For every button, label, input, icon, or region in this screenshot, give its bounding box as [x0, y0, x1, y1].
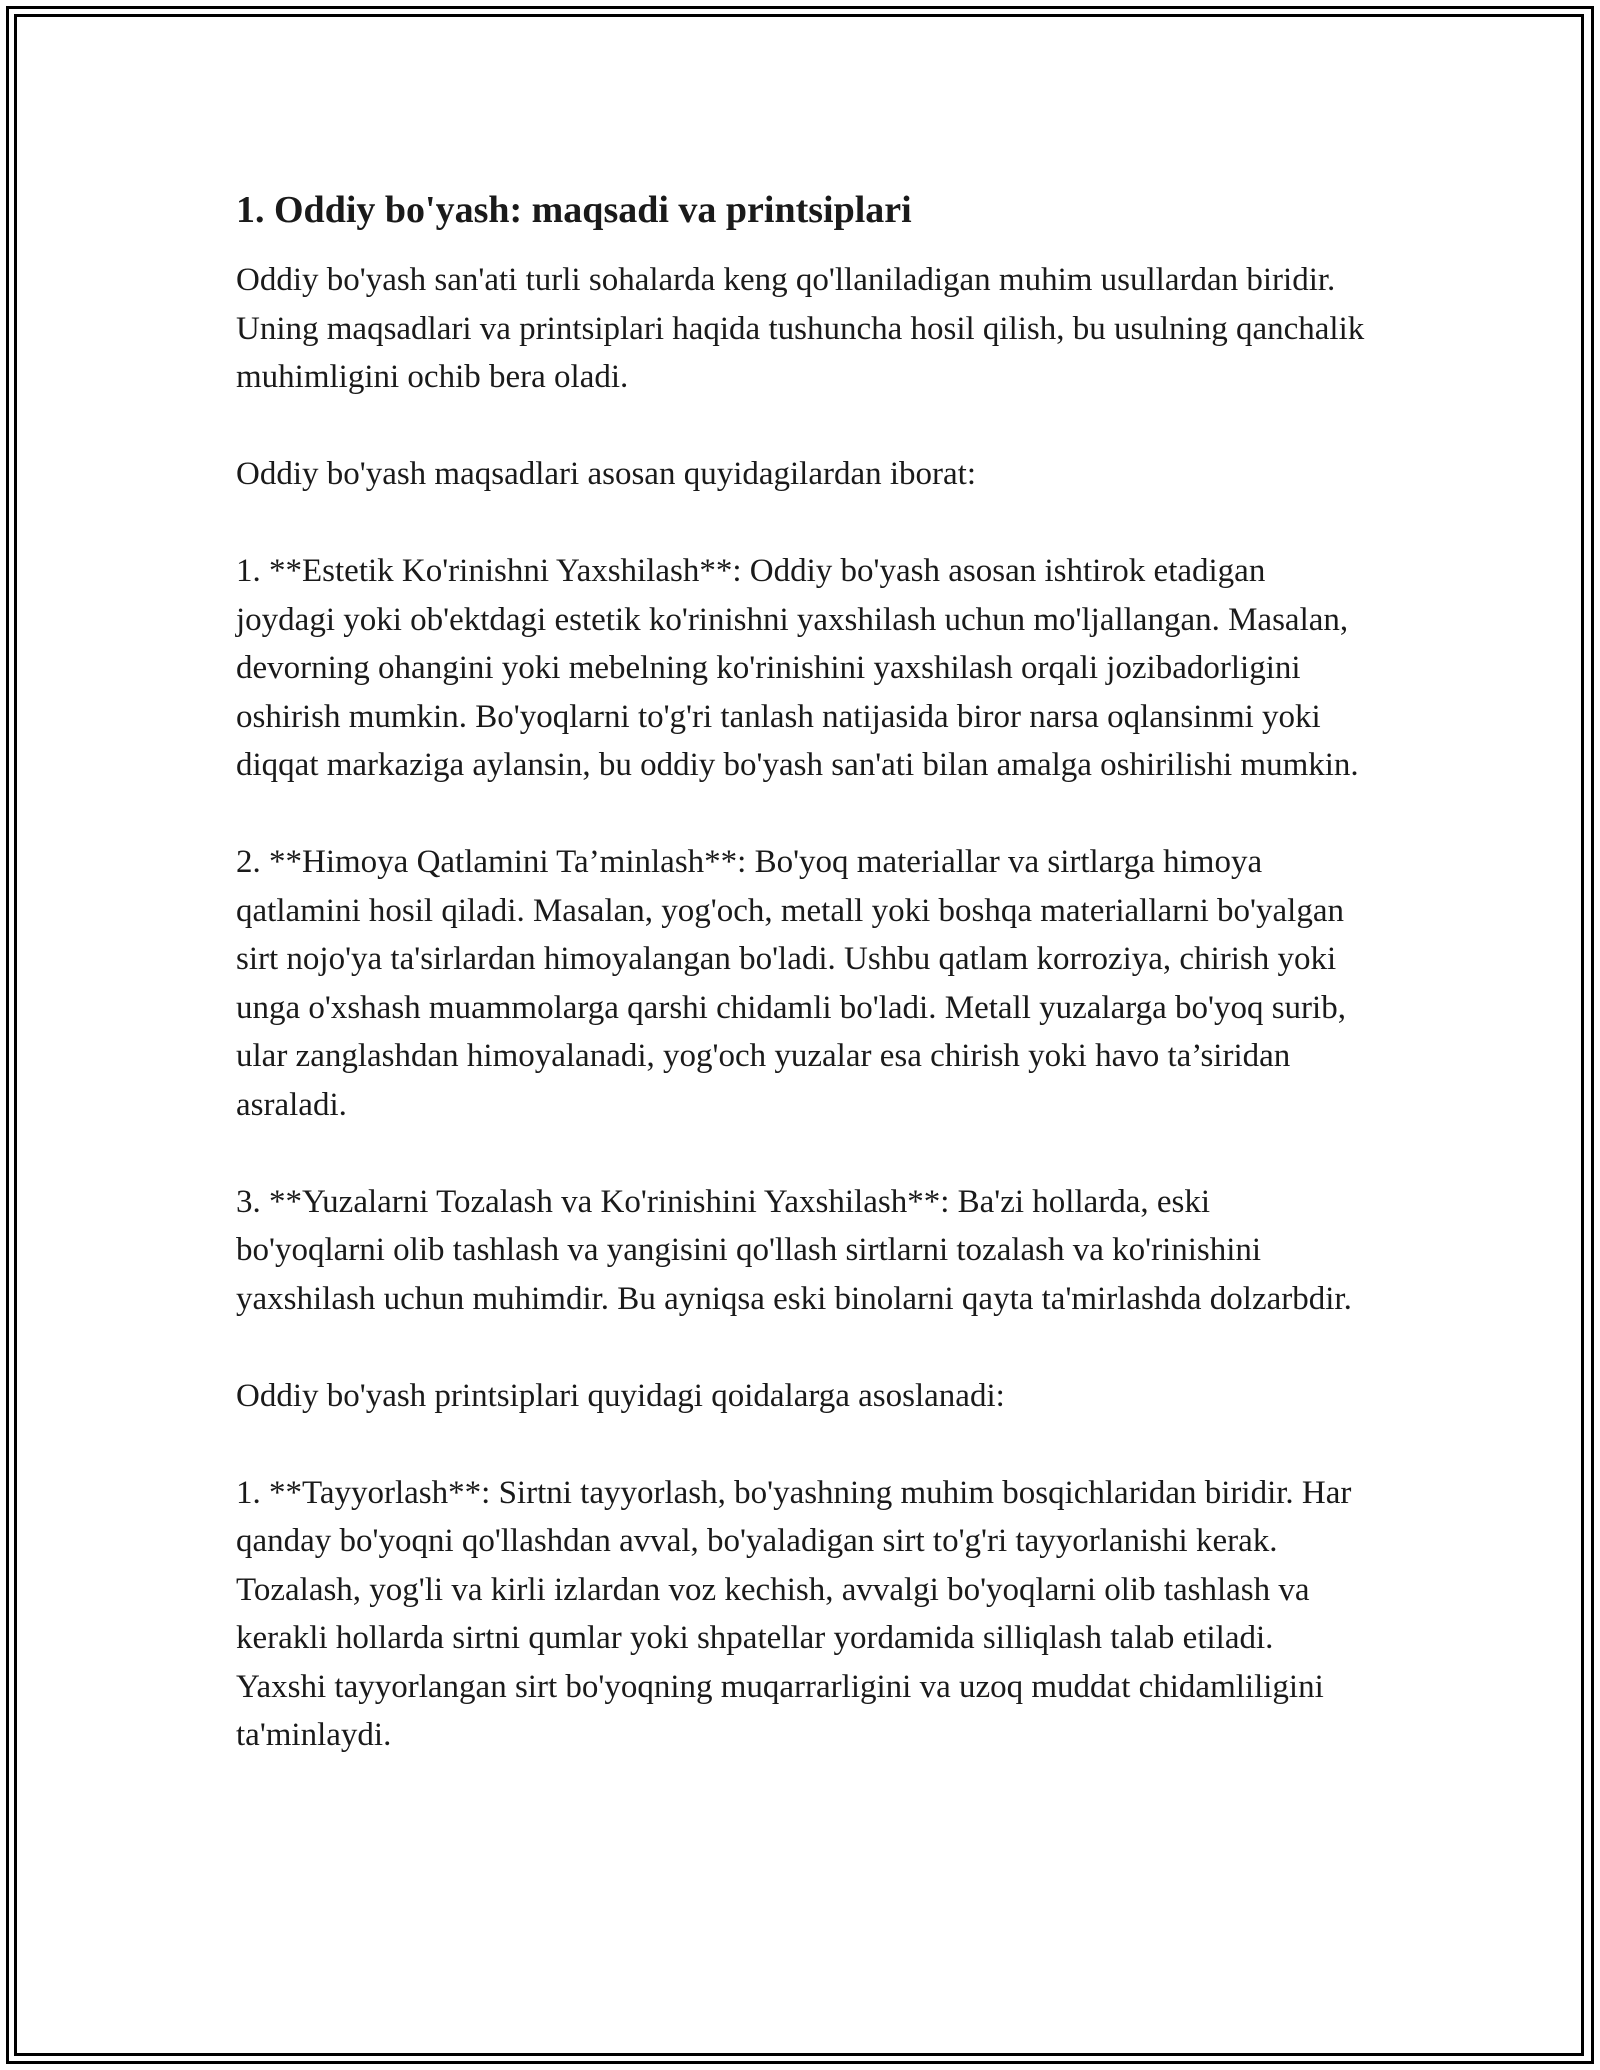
goals-lead-paragraph: Oddiy bo'yash maqsadlari asosan quyidagilardan iborat:	[236, 456, 977, 492]
principle-item-1: 1. **Tayyorlash**: Sirtni tayyorlash, bo'yashning muhim bosqichlaridan biridir. Har qanday bo'yoqni qo'llashdan avval, bo'yaladigan sirt to'g'ri tayyorlanishi kerak. Tozalash, yog'li va kirli izlardan voz kechish, avvalgi bo'yoqlarni olib tashlash va kerakli hollarda sirtni qumlar yoki shpatellar yordamida silliqlash talab etiladi. Yaxshi tayyorlangan sirt bo'yoqning muqarrarligini va uzoq muddat chidamliligini ta'minlaydi.	[236, 1474, 1352, 1753]
document-title: 1. Oddiy bo'yash: maqsadi va printsiplari	[236, 189, 912, 231]
goal-item-1: 1. **Estetik Ko'rinishni Yaxshilash**: Oddiy bo'yash asosan ishtirok etadigan joydagi yoki ob'ektdagi estetik ko'rinishni yaxshilash uchun mo'ljallangan. Masalan, devorning ohangini yoki mebelning ko'rinishini yaxshilash orqali jozibadorligini oshirish mumkin. Bo'yoqlarni to'g'ri tanlash natijasida biror narsa oqlansinmi yoki diqqat markaziga aylansin, bu oddiy bo'yash san'ati bilan amalga oshirilishi mumkin.	[236, 553, 1359, 783]
goal-item-2: 2. **Himoya Qatlamini Ta’minlash**: Bo'yoq materiallar va sirtlarga himoya qatlamini hosil qiladi. Masalan, yog'och, metall yoki boshqa materiallarni bo'yalgan sirt nojo'ya ta'sirlardan himoyalangan bo'ladi. Ushbu qatlam korroziya, chirish yoki unga o'xshash muammolarga qarshi chidamli bo'ladi. Metall yuzalarga bo'yoq surib, ular zanglashdan himoyalanadi, yog'och yuzalar esa chirish yoki havo ta’siridan asraladi.	[236, 844, 1346, 1123]
principles-lead-paragraph: Oddiy bo'yash printsiplari quyidagi qoidalarga asoslanadi:	[236, 1377, 1005, 1414]
goal-item-3: 3. **Yuzalarni Tozalash va Ko'rinishini Yaxshilash**: Ba'zi hollarda, eski bo'yoqlarni olib tashlash va yangisini qo'llash sirtlarni tozalash va ko'rinishini yaxshilash uchun muhimdir. Bu ayniqsa eski binolarni qayta ta'mirlashda dolzarbdir.	[236, 1183, 1352, 1317]
intro-paragraph: Oddiy bo'yash san'ati turli sohalarda keng qo'llaniladigan muhim usullardan biridir. Uning maqsadlari va printsiplari haqida tushuncha hosil qilish, bu usulning qanchalik muhimligini ochib bera oladi.	[236, 262, 1365, 395]
document-body	[236, 186, 1366, 1808]
